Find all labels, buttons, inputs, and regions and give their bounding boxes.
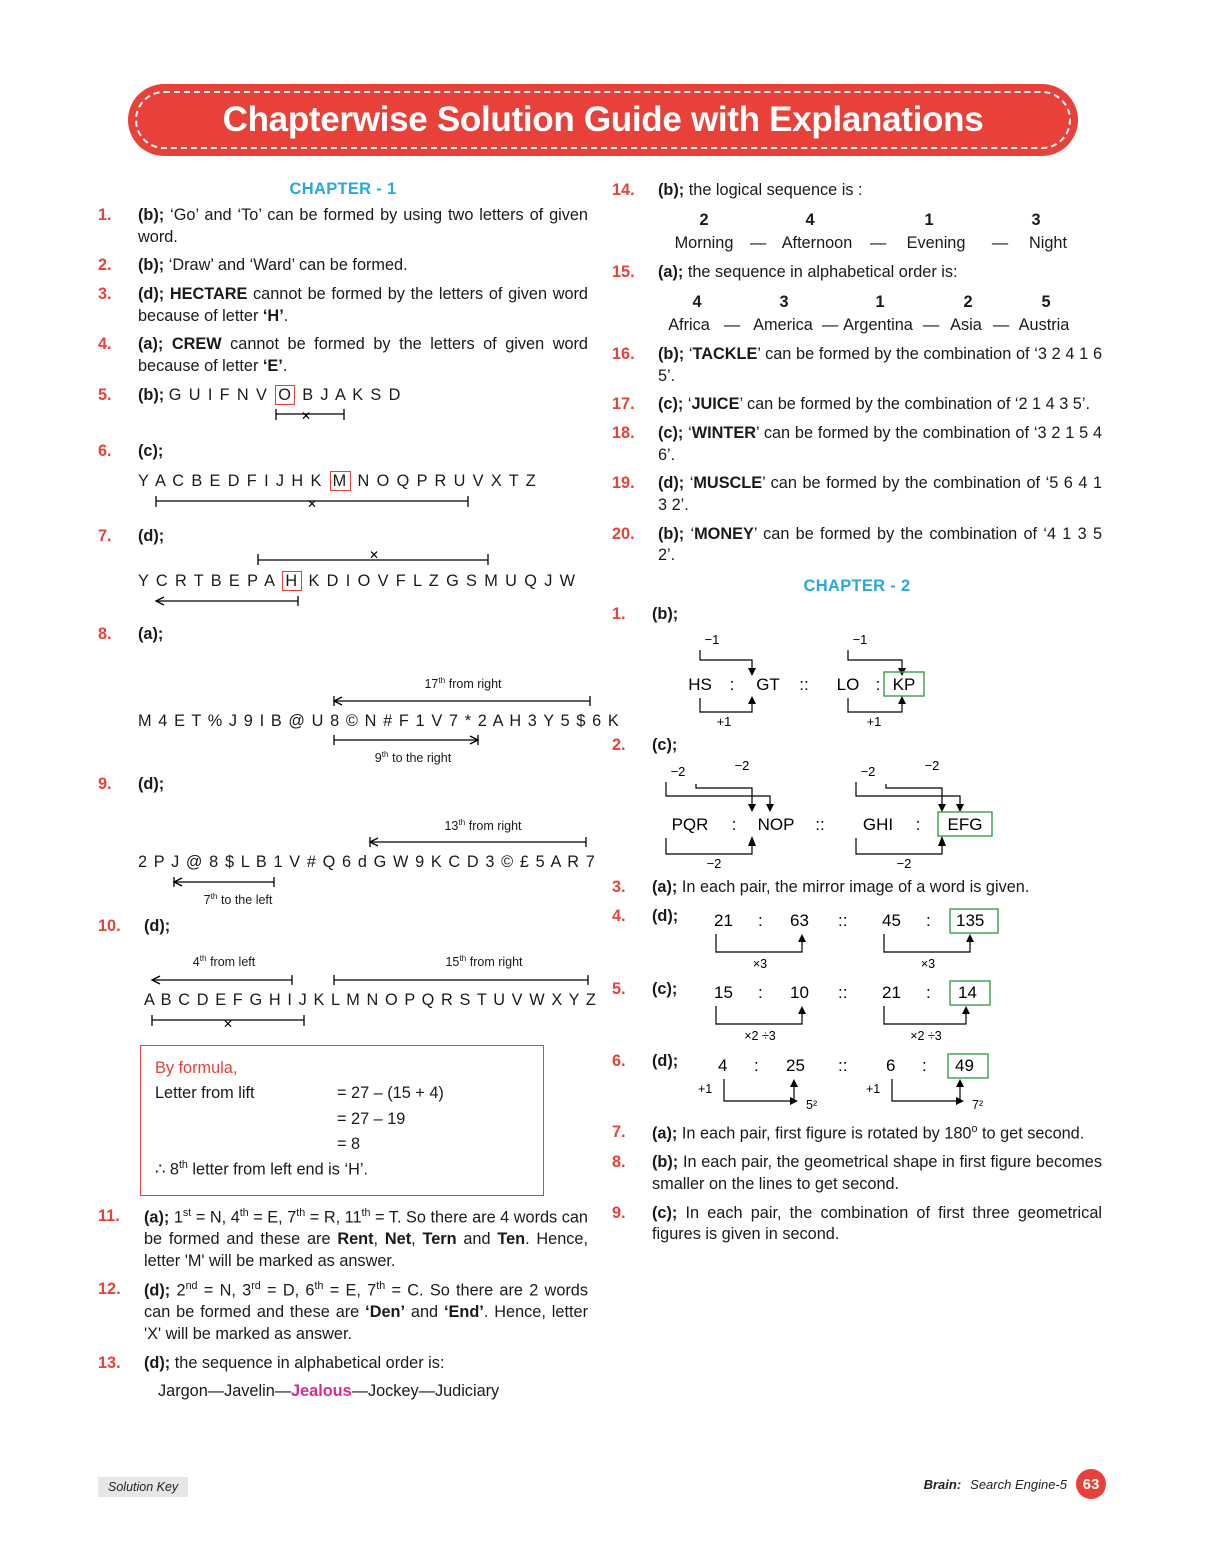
q8-top-label: 17th from right [424,675,502,691]
ch2-item-6 [612,1051,1102,1115]
item-text [652,906,1102,972]
item-text: (a); 1st = N, 4th = E, 7th = R, 11th = T. So there are 4 words can be formed and these are Rent, Net, Tern and Ten. Hence, letter 'M' will be marked as answer. [144,1206,588,1270]
item-text: (c); ‘JUICE’ can be formed by the combination of ‘2 1 4 3 5’. [658,395,1090,414]
item-number: 8. [98,625,112,644]
q1-top-op-1: −1 [704,631,720,647]
left-column [98,180,620,1410]
formula-line-3: = 8 [337,1134,361,1153]
q8-top-diagram [138,695,620,707]
q10-bottom-diagram [144,1013,604,1031]
item-number: 1. [612,605,626,624]
footer-series: Search Engine-5 [970,1476,1067,1492]
svg-text:×3: ×3 [752,956,768,971]
solution-item-8 [98,624,620,767]
item-number: 9. [612,1203,626,1222]
q5-arrow-svg [138,408,398,430]
item-number: 6. [98,442,112,461]
svg-text:+1: +1 [698,1082,713,1097]
svg-text:EFG: EFG [947,815,983,835]
svg-text:✕: ✕ [300,409,312,424]
q7-bottom-diagram [138,595,588,613]
svg-text:NOP: NOP [757,815,795,835]
svg-text:HS: HS [688,674,712,694]
svg-text:::: :: [838,910,848,930]
item-number: 20. [612,524,635,543]
item-number: 10. [98,916,121,935]
svg-text:7²: 7² [972,1098,984,1113]
svg-text:45: 45 [882,910,901,930]
svg-text:15: 15 [714,983,733,1003]
item-answer: (a); the sequence in alphabetical order is: [658,263,958,282]
svg-text:135: 135 [956,910,985,930]
q1-top-op-2: −1 [852,631,868,647]
item-number: 18. [612,424,635,443]
item-number: 19. [612,474,635,493]
q13-sequence: Jargon—Javelin—Jealous—Jockey—Judiciary [158,1382,500,1401]
item-text: (b); ‘MONEY’ can be formed by the combination of ‘4 1 3 5 2’. [658,524,1103,565]
q8-bottom-diagram [138,734,620,746]
item-answer: (c); [652,735,678,754]
item-number: 5. [612,979,626,998]
q6-arrow-svg [138,495,538,515]
solution-item-14 [612,180,1102,255]
q7-top-diagram [138,549,588,567]
q7-top-arrow-svg [138,549,558,567]
item-number: 17. [612,395,635,414]
q10-left-label: 4th from left [192,953,256,969]
solution-item-2 [98,255,588,277]
q8-bottom-arrow-svg [138,734,608,746]
letter-sequence-7: Y C R T B E P A H K D I O V F L Z G S M U Q J W [138,572,577,591]
solution-item-7 [98,526,588,617]
q7-bottom-arrow-svg [138,595,438,613]
solution-item-5 [98,385,588,435]
svg-text::: : [731,815,737,835]
svg-text:+1: +1 [866,1082,881,1097]
q15-numbers: 4 3 1 2 5 [692,292,1051,311]
q1-svg [652,628,1072,728]
svg-text:25: 25 [786,1056,805,1076]
svg-text::: : [915,815,921,835]
item-number: 12. [98,1280,121,1299]
item-number: 2. [98,256,112,275]
letter-sequence-6: Y A C B E D F I J H K M N O Q P R U V X T Z [138,472,538,491]
ch2-item-2 [612,735,1102,871]
svg-text:×2 ÷3: ×2 ÷3 [910,1029,942,1044]
item-number: 4. [612,907,626,926]
solution-item-10 [98,916,597,1035]
boxed-letter: A [492,711,504,730]
svg-text:−2: −2 [896,856,912,872]
item-number: 4. [98,335,112,354]
q6-svg [698,1053,1078,1115]
highlighted-word: Jealous [291,1382,352,1401]
item-answer: (d); [138,526,165,545]
q4-svg [698,908,1078,972]
item-text: (d); 2nd = N, 3rd = D, 6th = E, 7th = C. So there are 2 words can be formed and these are ‘Den’ and ‘End’. Hence, letter 'X' will be marked as answer. [144,1280,589,1344]
item-text: (c); In each pair, the combination of first three geometrical figures is given in second. [652,1203,1102,1244]
ch2-item-7 [612,1122,1102,1145]
item-number: 14. [612,181,635,199]
ch2-item-1 [612,604,1102,728]
q15-words: Africa — America — Argentina — Asia — Austria [668,316,1070,335]
svg-text:::: :: [838,983,848,1003]
svg-text::: : [926,983,931,1003]
item-text [652,735,1102,871]
item-number: 8. [612,1153,626,1172]
item-answer: (d); [138,774,165,793]
q1-bottom-op-2: +1 [866,713,882,729]
boxed-letter: H [268,990,282,1009]
solution-item-15 [612,262,1102,337]
solution-item-16 [612,344,1102,387]
ch2-item-9 [612,1203,1102,1246]
page-title: Chapterwise Solution Guide with Explanations [222,100,984,139]
item-answer: (a); [138,625,164,644]
item-text: (a); In each pair, first figure is rotated by 180$^o$ to get second. [652,1123,1085,1143]
item-number: 1. [98,206,112,224]
item-answer: (d); [144,916,171,935]
solution-item-11 [98,1206,588,1272]
item-answer: (c); [652,979,678,998]
svg-text:::: :: [838,1056,848,1076]
svg-text:−2: −2 [734,758,750,774]
q5-marker-diagram [138,408,588,430]
q2-svg [652,758,1082,870]
boxed-letter: O [275,385,295,405]
svg-text:63: 63 [790,910,809,930]
item-number: 16. [612,345,635,364]
item-answer: (b); the logical sequence is : [658,181,863,199]
solution-item-4 [98,334,588,377]
item-text: (a); CREW cannot be formed by the letters of given word because of letter ‘E’. [138,335,588,376]
solution-item-3 [98,284,588,327]
q9-bottom-label: 7th to the left [203,892,273,908]
q14-words: Morning — Afternoon — Evening — Night [674,234,1067,253]
q5-analogy-diagram [698,980,1102,1044]
footer-book-info [924,1469,1106,1499]
q9-top-diagram [138,836,618,848]
q10-top-diagram [144,974,604,986]
svg-text:::: :: [799,674,809,694]
item-answer: (b); [652,605,679,624]
boxed-letter: H [282,571,301,591]
q9-top-label: 13th from right [444,817,522,833]
svg-text:GHI: GHI [862,815,894,835]
item-text [652,1051,1102,1115]
item-number: 13. [98,1353,121,1372]
svg-text:10: 10 [790,983,809,1003]
item-text [138,441,588,518]
svg-text:6: 6 [886,1056,896,1076]
q8-top-arrow-svg [138,695,608,707]
svg-text:−2: −2 [924,758,940,774]
q1-bottom-op-1: +1 [716,713,732,729]
item-answer: (d); [652,907,679,926]
svg-text:14: 14 [958,983,977,1003]
q14-numbers: 2 4 1 3 [699,210,1041,229]
item-text: (b); ‘TACKLE’ can be formed by the combination of ‘3 2 4 1 6 5’. [658,345,1102,385]
footer-book: Brain: [923,1476,962,1492]
svg-text:KP: KP [892,674,916,694]
q5-svg [698,980,1078,1044]
solution-item-9 [98,774,596,909]
item-number: 3. [98,285,112,304]
item-text: (a); In each pair, the mirror image of a word is given. [652,878,1030,897]
q10-bottom-arrow-svg [144,1013,444,1031]
chapter-1-heading: CHAPTER - 1 [289,180,397,198]
letter-sequence-5: G U I F N V O B J A K S D [168,385,402,404]
q10-right-label: 15th from right [445,953,523,969]
boxed-letter: B [255,853,268,872]
item-text [138,774,618,909]
chapter-2-heading: CHAPTER - 2 [803,577,911,596]
q9-top-arrow-svg [138,836,608,848]
boxed-letter: M [330,471,351,491]
item-text: (c); ‘WINTER’ can be formed by the combination of ‘3 2 1 5 4 6’. [658,424,1103,464]
svg-text:LO: LO [836,674,860,694]
right-column [612,180,1102,1253]
item-answer: (b); [138,385,165,404]
letter-sequence-8: M 4 E T % J 9 I B @ U 8 © N # F 1 V 7 * 2 A H 3 Y 5 $ 6 K [138,711,620,730]
svg-text:✕: ✕ [306,496,318,511]
item-number: 15. [612,263,635,282]
item-text [138,385,588,435]
item-text: (d); ‘MUSCLE’ can be formed by the combination of ‘5 6 4 1 3 2’. [658,474,1103,515]
item-number: 5. [98,385,112,404]
item-text: (b); ‘Draw’ and ‘Ward’ can be formed. [138,256,408,275]
item-text [652,979,1102,1045]
q6-analogy-diagram [698,1053,1102,1115]
solution-item-1 [98,205,588,248]
svg-text::: : [758,910,763,930]
letter-sequence-9: 2 P J @ 8 $ L B 1 V # Q 6 d G W 9 K C D 3 © £ 5 A R 7 [138,853,596,872]
q10-top-arrow-svg [144,974,604,986]
q1-analogy-diagram [652,628,1102,728]
solution-item-20 [612,524,1102,567]
svg-text:−2: −2 [670,764,686,780]
item-number: 7. [98,526,112,545]
q9-bottom-diagram [138,876,618,888]
q6-marker-diagram [138,495,588,515]
item-text: (d); HECTARE cannot be formed by the letters of given word because of letter ‘H’. [138,285,588,325]
q8-bottom-label: 9th to the right [374,750,452,766]
item-text [138,526,588,617]
letter-sequence-10: A B C D E F G H I J K L M N O P Q R S T U V W X Y Z [144,990,597,1009]
svg-text:4: 4 [718,1056,728,1076]
svg-text:21: 21 [714,910,733,930]
svg-text:−2: −2 [860,764,876,780]
svg-text:−2: −2 [706,856,722,872]
item-text: (b); ‘Go’ and ‘To’ can be formed by using two letters of given word. [138,206,588,246]
svg-text:GT: GT [756,674,780,694]
item-text [144,1353,588,1403]
svg-text:::: :: [815,815,825,835]
q2-analogy-diagram [652,758,1102,870]
item-text [138,624,620,767]
solution-item-17 [612,394,1102,416]
ch2-item-8 [612,1152,1102,1195]
page-banner [128,84,1078,156]
item-answer: (c); [138,442,164,461]
q4-analogy-diagram [698,908,1102,972]
item-number: 7. [612,1123,626,1142]
svg-text::: : [875,674,881,694]
item-answer: (d); the sequence in alphabetical order is: [144,1353,445,1372]
formula-line-1: Letter from lift = 27 – (15 + 4) [155,1084,444,1103]
solution-item-18 [612,423,1102,466]
svg-text::: : [754,1056,759,1076]
svg-text:×3: ×3 [920,956,936,971]
ch2-item-5 [612,979,1102,1045]
svg-text:21: 21 [882,983,901,1003]
ch2-item-3 [612,877,1102,899]
svg-text::: : [926,910,931,930]
svg-text:×2 ÷3: ×2 ÷3 [744,1029,776,1044]
item-answer: (d); [652,1052,679,1071]
item-text [658,180,1102,255]
formula-box [140,1045,544,1196]
footer-solution-key: Solution Key [98,1477,188,1497]
item-text [144,916,604,1035]
svg-text:5²: 5² [806,1098,818,1113]
item-text [658,262,1102,337]
svg-text:✕: ✕ [222,1017,234,1032]
ch2-item-4 [612,906,1102,972]
page-number-badge: 63 [1076,1469,1106,1499]
svg-text:✕: ✕ [368,548,380,563]
solution-item-19 [612,473,1102,516]
svg-text::: : [729,674,735,694]
solution-item-12 [98,1279,588,1345]
svg-text::: : [758,983,763,1003]
item-number: 6. [612,1052,626,1071]
svg-text:49: 49 [955,1056,974,1076]
item-number: 11. [98,1206,120,1225]
item-number: 9. [98,774,112,793]
q9-bottom-arrow-svg [138,876,608,888]
formula-title: By formula, [155,1059,238,1078]
svg-text:PQR: PQR [671,815,709,835]
formula-conclusion: ∴ 8th letter from left end is ‘H’. [155,1159,368,1179]
formula-line-2: = 27 – 19 [337,1109,406,1128]
q10-labels [144,954,604,972]
item-text [652,604,1102,728]
item-number: 3. [612,878,626,897]
svg-text::: : [922,1056,927,1076]
item-text: (b); In each pair, the geometrical shape in first figure becomes smaller on the lines to get second. [652,1153,1102,1193]
item-number: 2. [612,735,626,754]
solution-item-6 [98,441,588,518]
solution-item-13 [98,1353,588,1403]
